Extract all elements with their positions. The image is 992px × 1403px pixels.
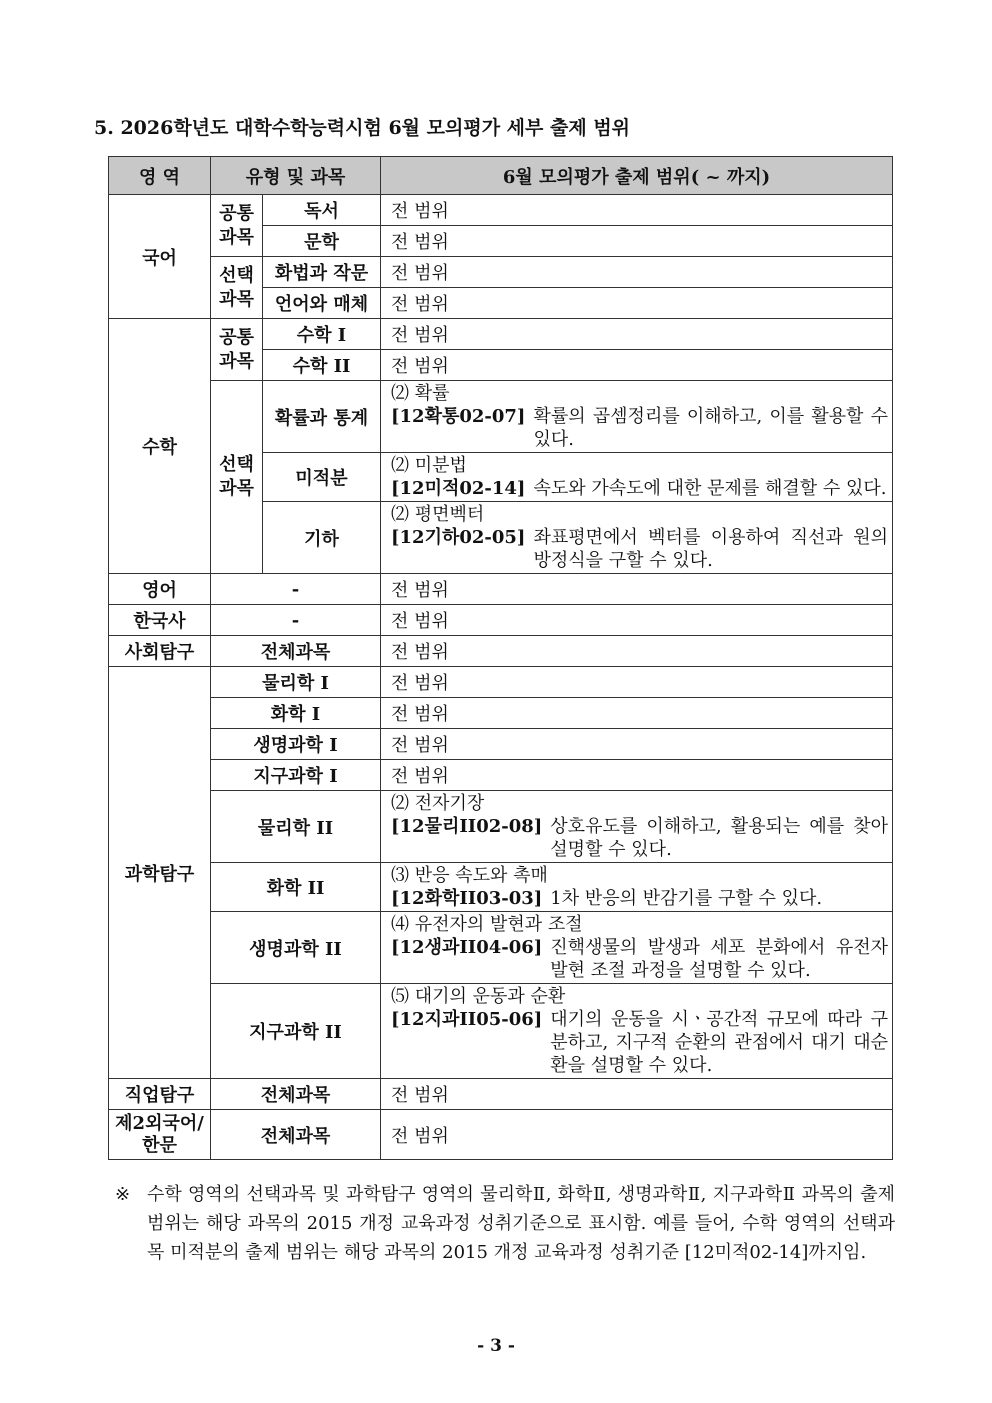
achievement-standard [381,912,893,984]
area-vocational: 직업탐구 [109,1079,211,1110]
page-number: - 3 - [477,1336,515,1356]
table-row [109,257,893,288]
subject-name: 수학 I [263,319,381,350]
range-value: 전 범위 [381,257,893,288]
group-elective: 선택 과목 [211,381,263,574]
subject-name: 문학 [263,226,381,257]
table-row [109,984,893,1079]
area-math: 수학 [109,319,211,574]
standard-text: 1차 반응의 반감기를 구할 수 있다. [550,888,823,909]
standard-text: 속도와 가속도에 대한 문제를 해결할 수 있다. [533,478,887,499]
subject-name: 수학 II [263,350,381,381]
achievement-standard [381,381,893,453]
achievement-standard [381,984,893,1079]
subject-name: - [211,574,381,605]
standard-code: [12물리II02-08] [391,816,543,837]
header-type: 유형 및 과목 [211,157,381,195]
unit-label: ⑵ 미분법 [391,455,467,476]
unit-label: ⑵ 평면벡터 [391,504,485,525]
range-value: 전 범위 [381,760,893,791]
section-title: 5. 2026학년도 대학수학능력시험 6월 모의평가 세부 출제 범위 [94,117,631,139]
subject-name: 전체과목 [211,1110,381,1160]
range-value: 전 범위 [381,698,893,729]
range-value: 전 범위 [381,288,893,319]
area-science: 과학탐구 [109,667,211,1079]
subject-name: 독서 [263,195,381,226]
unit-label: ⑸ 대기의 운동과 순환 [391,986,566,1007]
standard-code: [12기하02-05] [391,527,526,548]
unit-label: ⑵ 확률 [391,383,450,404]
table-row [109,698,893,729]
range-value: 전 범위 [381,195,893,226]
unit-label: ⑷ 유전자의 발현과 조절 [391,914,583,935]
subject-name: 언어와 매체 [263,288,381,319]
subject-name: 전체과목 [211,1079,381,1110]
achievement-standard [381,453,893,502]
achievement-standard [381,791,893,863]
note-mark: ※ [115,1184,131,1205]
range-value: 전 범위 [381,350,893,381]
header-area: 영 역 [109,157,211,195]
subject-name: 지구과학 I [211,760,381,791]
subject-name: 미적분 [263,453,381,502]
subject-name: 생명과학 II [211,912,381,984]
range-value: 전 범위 [381,729,893,760]
table-row [109,791,893,863]
subject-name: 화법과 작문 [263,257,381,288]
area-social: 사회탐구 [109,636,211,667]
subject-name: 물리학 I [211,667,381,698]
standard-text: 확률의 곱셈정리를 이해하고, 이를 활용할 수 있다. [533,406,888,450]
standard-code: [12지과II05-06] [391,1009,543,1030]
table-row [109,636,893,667]
unit-label: ⑶ 반응 속도와 촉매 [391,865,548,886]
subject-name: 생명과학 I [211,729,381,760]
table-row [109,729,893,760]
standard-text: 진핵생물의 발생과 세포 분화에서 유전자 발현 조절 과정을 설명할 수 있다. [550,937,888,981]
range-value: 전 범위 [381,226,893,257]
table-row [109,667,893,698]
range-value: 전 범위 [381,1079,893,1110]
group-elective: 선택 과목 [211,257,263,319]
area-korean: 국어 [109,195,211,319]
subject-name: 확률과 통계 [263,381,381,453]
area-english: 영어 [109,574,211,605]
range-value: 전 범위 [381,574,893,605]
range-value: 전 범위 [381,667,893,698]
standard-text: 상호유도를 이해하고, 활용되는 예를 찾아 설명할 수 있다. [550,816,888,860]
table-row [109,1079,893,1110]
footnote [115,1180,895,1267]
range-value: 전 범위 [381,636,893,667]
table-row [109,760,893,791]
area-foreign-language: 제2외국어/ 한문 [109,1110,211,1160]
table-row [109,195,893,226]
subject-name: 화학 I [211,698,381,729]
subject-name: 물리학 II [211,791,381,863]
subject-name: 기하 [263,502,381,574]
note-text: 수학 영역의 선택과목 및 과학탐구 영역의 물리학Ⅱ, 화학Ⅱ, 생명과학Ⅱ, 지구과학Ⅱ 과목의 출제 범위는 해당 과목의 2015 개정 교육과정 성취기준으로 표시함. 예를 들어, 수학 영역의 선택과목 미적분의 출제 범위는 해당 과목의 2015 개정 교육과정 성취기준 [12미적02-14]까지임. [147,1184,895,1263]
table-row [109,319,893,350]
standard-code: [12확통02-07] [391,406,526,427]
subject-name: - [211,605,381,636]
standard-code: [12미적02-14] [391,478,526,499]
group-common: 공통 과목 [211,195,263,257]
table-row [109,381,893,453]
standard-code: [12생과II04-06] [391,937,543,958]
unit-label: ⑵ 전자기장 [391,793,485,814]
range-value: 전 범위 [381,319,893,350]
achievement-standard [381,863,893,912]
group-common: 공통 과목 [211,319,263,381]
range-value: 전 범위 [381,605,893,636]
table-row [109,574,893,605]
table-row [109,912,893,984]
table-row [109,863,893,912]
subject-name: 전체과목 [211,636,381,667]
exam-range-table [108,156,893,1160]
range-value: 전 범위 [381,1110,893,1160]
subject-name: 지구과학 II [211,984,381,1079]
table-row [109,1110,893,1160]
standard-text: 대기의 운동을 시ㆍ공간적 규모에 따라 구분하고, 지구적 순환의 관점에서 대기 대순환을 설명할 수 있다. [550,1009,888,1076]
standard-text: 좌표평면에서 벡터를 이용하여 직선과 원의 방정식을 구할 수 있다. [533,527,888,571]
achievement-standard [381,502,893,574]
header-row [109,157,893,195]
area-korean-history: 한국사 [109,605,211,636]
standard-code: [12화학II03-03] [391,888,543,909]
header-range: 6월 모의평가 출제 범위( ~ 까지) [381,157,893,195]
table-row [109,605,893,636]
subject-name: 화학 II [211,863,381,912]
